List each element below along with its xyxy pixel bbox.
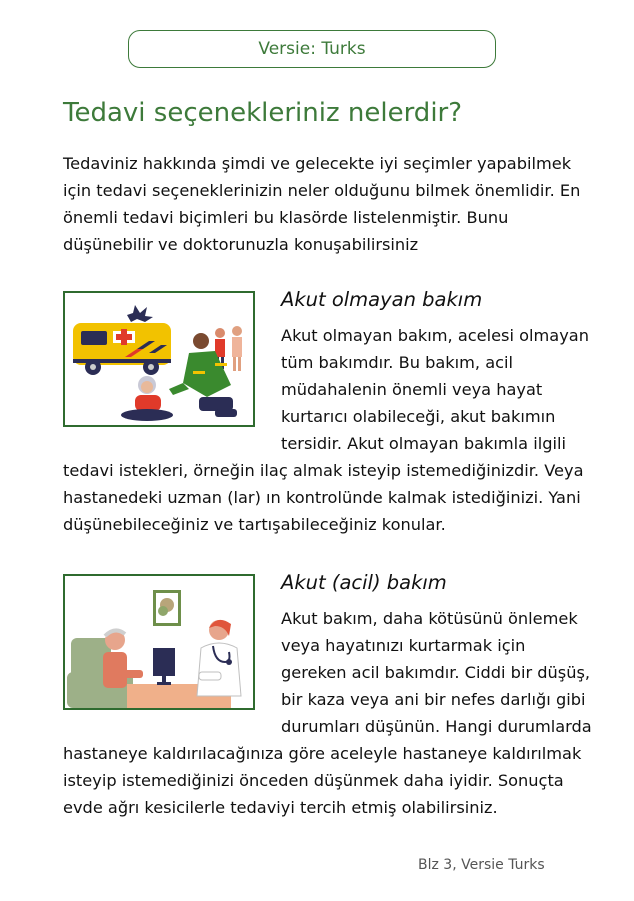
- section-heading: Akut (acil) bakım: [281, 571, 447, 594]
- section-text: Akut bakım, daha kötüsünü önlemek veya hayatınızı kurtarmak için gereken acil bakımdır. Ciddi bir düşüş, bir kaza veya ani bir nefes darlığı gibi durumları düşünün. Hangi durumlarda hastaneye kaldırılacağınıza göre aceleyle hastaneye kaldırılmak isteyip istemediğinizi önceden düşünmek daha iyidir. Sonuçta evde ağrı kesicilerle tedaviyi tercih etmiş olabilirsiniz.: [63, 609, 592, 817]
- section-text: Akut olmayan bakım, acelesi olmayan tüm bakımdır. Bu bakım, acil müdahalenin önemli veya hayat kurtarıcı olabileceği, akut bakımın tersidir. Akut olmayan bakımla ilgili tedavi istekleri, örneğin ilaç almak isteyip istemediğinizdir. Veya hastanedeki uzman (lar) ın kontrolünde kalmak istediğinizi. Yani düşünebileceğiniz ve tartışabileceğiniz konular.: [63, 326, 589, 534]
- page-footer: Blz 3, Versie Turks: [418, 857, 545, 873]
- intro-paragraph: Tedaviniz hakkında şimdi ve gelecekte iyi seçimler yapabilmek için tedavi seçeneklerinizin neler olduğunu bilmek önemlidir. En önemli tedavi biçimleri bu klasörde listelenmiştir. Bunu düşünebilir ve doktorunuzla konuşabilirsiniz: [63, 154, 581, 254]
- section-heading: Akut olmayan bakım: [281, 288, 483, 311]
- ambulance-emergency-illustration: [63, 291, 255, 427]
- doctor-consultation-illustration: [63, 574, 255, 710]
- section-acute-care: [63, 573, 593, 821]
- version-label: Versie: Turks: [128, 30, 496, 68]
- section-non-acute-care: [63, 290, 593, 538]
- page-title: Tedavi seçenekleriniz nelerdir?: [63, 98, 463, 128]
